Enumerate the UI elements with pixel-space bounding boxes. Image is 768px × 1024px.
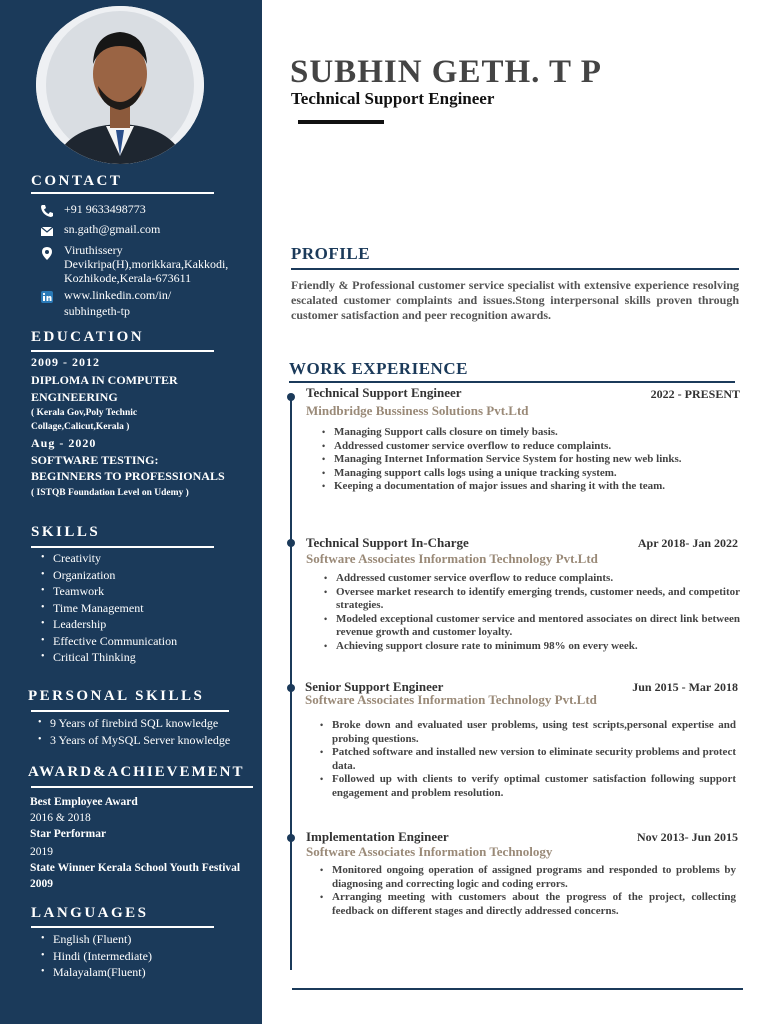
job-bullet: • Keeping a documentation of major issues and sharing it with the team. (322, 480, 742, 494)
linkedin-icon (40, 290, 54, 304)
personal-skills-divider (31, 710, 229, 712)
award-name-1: Best Employee Award (30, 796, 138, 808)
job-bullet: • Managing Internet Information Service System for hosting new web links. (322, 453, 742, 467)
job-bullet: • Managing support calls logs using a unique tracking system. (322, 467, 742, 481)
skill-item: • Critical Thinking (31, 649, 177, 666)
languages-heading: LANGUAGES (31, 905, 149, 921)
skill-item: • Organization (31, 567, 177, 584)
skill-item: • Creativity (31, 550, 177, 567)
profile-heading: PROFILE (291, 244, 371, 263)
education-years-1: 2009 - 2012 (31, 355, 100, 369)
skill-item: • Leadership (31, 616, 177, 633)
timeline-dot (287, 684, 295, 692)
contact-address-line1: Viruthissery (64, 243, 123, 257)
education-degree-2-line2: BEGINNERS TO PROFESSIONALS (31, 469, 225, 483)
job-bullet: • Managing Support calls closure on timely basis. (322, 426, 742, 440)
phone-icon (40, 204, 54, 218)
education-detail-2: ( ISTQB Foundation Level on Udemy ) (31, 488, 189, 498)
education-detail-1-line1: ( Kerala Gov,Poly Technic (31, 408, 138, 418)
education-degree-2-line1: SOFTWARE TESTING: (31, 453, 159, 467)
award-year-1: 2016 & 2018 (30, 812, 91, 824)
award-name-3: State Winner Kerala School Youth Festival (30, 862, 241, 874)
education-degree-1-line2: ENGINEERING (31, 390, 118, 404)
skill-item: • Teamwork (31, 583, 177, 600)
education-heading: EDUCATION (31, 329, 145, 345)
skills-list (31, 550, 177, 666)
job-bullet: • Arranging meeting with customers about the progress of the project, collecting feedback on different stages and directly addressed concerns. (320, 891, 736, 918)
skills-divider (31, 546, 214, 548)
job-bullet: • Addressed customer service overflow to reduce complaints. (322, 440, 742, 454)
job-company: Software Associates Information Technology (306, 844, 553, 859)
language-item: • English (Fluent) (31, 931, 152, 948)
education-divider (31, 350, 214, 352)
contact-email[interactable]: sn.gath@gmail.com (64, 222, 161, 236)
job-bullets (320, 864, 736, 918)
contact-phone[interactable]: +91 9633498773 (64, 202, 146, 216)
job-title: Implementation Engineer (306, 829, 449, 844)
contact-linkedin-line1[interactable]: www.linkedin.com/in/ (64, 288, 172, 302)
education-degree-1 (31, 372, 178, 406)
job-bullets (324, 572, 740, 653)
job-date: 2022 - PRESENT (650, 387, 740, 401)
languages-list (31, 931, 152, 981)
map-pin-icon (40, 246, 54, 260)
personal-skills-list (28, 715, 230, 748)
job-bullets (320, 719, 736, 800)
skill-item: • Effective Communication (31, 633, 177, 650)
bottom-divider (292, 988, 743, 990)
job-bullet: • Followed up with clients to verify optimal customer satisfaction following support engagement and problem resolution. (320, 773, 736, 800)
job-title: Technical Support In-Charge (306, 535, 469, 550)
profile-photo (36, 6, 204, 164)
job-date: Nov 2013- Jun 2015 (636, 830, 738, 844)
skill-item: • Time Management (31, 600, 177, 617)
contact-heading: CONTACT (31, 173, 123, 189)
contact-divider (31, 192, 214, 194)
timeline-dot (287, 539, 295, 547)
sidebar (0, 0, 262, 1024)
job-title: Technical Support Engineer (306, 385, 462, 400)
job-bullet: • Patched software and installed new version to eliminate security problems and protect data. (320, 746, 736, 773)
education-years-2: Aug - 2020 (31, 436, 97, 450)
awards-divider (31, 786, 253, 788)
job-company: Mindbridge Bussiness Solutions Pvt.Ltd (306, 403, 529, 418)
job-date: Jun 2015 - Mar 2018 (632, 680, 738, 694)
envelope-icon (40, 224, 54, 238)
award-year-2: 2019 (30, 846, 53, 858)
education-detail-1-line2: Collage,Calicut,Kerala ) (31, 422, 130, 432)
education-detail-1 (31, 406, 137, 434)
personal-skill-item: • 3 Years of MySQL Server knowledge (28, 732, 230, 749)
award-year-3: 2009 (30, 878, 53, 890)
job-date: Apr 2018- Jan 2022 (637, 536, 738, 550)
personal-skills-heading: PERSONAL SKILLS (28, 688, 205, 704)
profile-text: Friendly & Professional customer service specialist with extensive experience resolving escalated customer complaints and issues.Stong interpersonal skills proven through customer satisfaction and peer recognition awards. (291, 278, 739, 322)
contact-linkedin-line2[interactable]: subhingeth-tp (64, 304, 130, 318)
contact-address-line3: Kozhikode,Kerala-673611 (64, 271, 192, 285)
skills-heading: SKILLS (31, 524, 101, 540)
job-company: Software Associates Information Technology Pvt.Ltd (305, 692, 597, 707)
personal-skill-item: • 9 Years of firebird SQL knowledge (28, 715, 230, 732)
job-bullet: • Modeled exceptional customer service and mentored associates on direct link between revenue growth and customer loyalty. (324, 613, 740, 640)
name-underline (298, 120, 384, 124)
job-bullet: • Achieving support closure rate to minimum 98% on every week. (324, 640, 740, 654)
award-name-2: Star Performar (30, 828, 107, 840)
candidate-role: Technical Support Engineer (291, 89, 495, 108)
job-bullet: • Oversee market research to identify emerging trends, customer needs, and competitor strategies. (324, 586, 740, 613)
education-degree-1-line1: DIPLOMA IN COMPUTER (31, 373, 178, 387)
profile-divider (291, 268, 739, 270)
work-experience-heading: WORK EXPERIENCE (289, 359, 468, 378)
job-bullet: • Addressed customer service overflow to reduce complaints. (324, 572, 740, 586)
job-bullets (322, 426, 742, 494)
timeline-dot (287, 393, 295, 401)
timeline-line (290, 396, 292, 970)
work-experience-divider (289, 381, 735, 383)
awards-heading: AWARD&ACHIEVEMENT (28, 764, 245, 780)
timeline-dot (287, 834, 295, 842)
job-bullet: • Monitored ongoing operation of assigned programs and responded to problems by diagnosing and correcting logic and coding errors. (320, 864, 736, 891)
contact-address-line2: Devikripa(H),morikkara,Kakkodi, (64, 257, 229, 271)
education-degree-2 (31, 452, 225, 484)
job-bullet: • Broke down and evaluated user problems, using test scripts,personal expertise and probing questions. (320, 719, 736, 746)
language-item: • Malayalam(Fluent) (31, 964, 152, 981)
job-company: Software Associates Information Technology Pvt.Ltd (306, 551, 598, 566)
languages-divider (31, 926, 214, 928)
candidate-name: SUBHIN GETH. T P (290, 54, 602, 90)
job-title: Senior Support Engineer (305, 679, 444, 694)
language-item: • Hindi (Intermediate) (31, 948, 152, 965)
